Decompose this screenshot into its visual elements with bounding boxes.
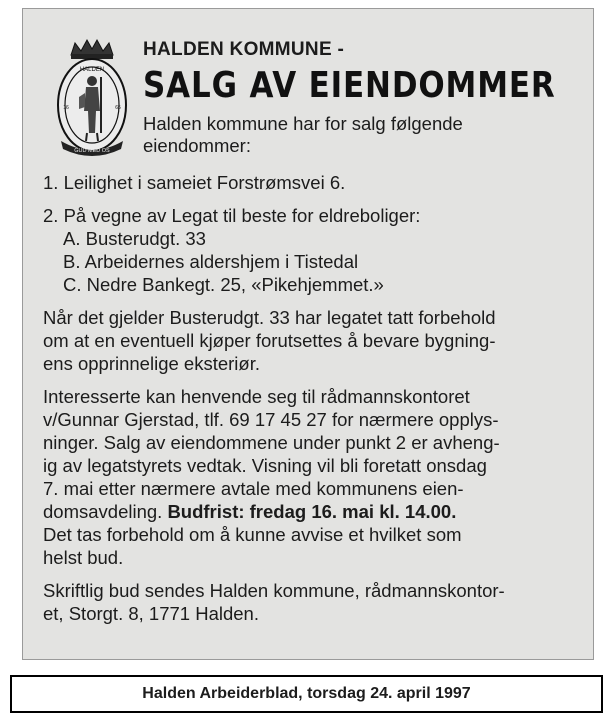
emblem-text-top: HALDEN bbox=[79, 67, 105, 73]
halden-coat-of-arms-logo bbox=[53, 37, 131, 157]
intro-text bbox=[143, 113, 581, 157]
organization-name: HALDEN KOMMUNE - bbox=[143, 39, 345, 60]
paragraph-line: v/Gunnar Gjerstad, tlf. 69 17 45 27 for nærmere opplys- bbox=[43, 409, 499, 430]
intro-line: eiendommer: bbox=[143, 135, 251, 156]
sub-item-c: C. Nedre Bankegt. 25, «Pikehjemmet.» bbox=[63, 274, 384, 295]
paragraph-line: ens opprinnelige eksteriør. bbox=[43, 353, 260, 374]
paragraph-line: Skriftlig bud sendes Halden kommune, rådmannskontor- bbox=[43, 580, 505, 601]
bid-deadline: Budfrist: fredag 16. mai kl. 14.00. bbox=[167, 501, 457, 522]
paragraph-line: Det tas forbehold om å kunne avvise et hvilket som bbox=[43, 524, 462, 545]
intro-line: Halden kommune har for salg følgende bbox=[143, 113, 463, 134]
emblem-text-bottom: GUD MED OS bbox=[74, 148, 110, 154]
advertisement bbox=[22, 8, 594, 660]
emblem-text-left: 16 bbox=[63, 105, 69, 111]
paragraph-reservation bbox=[43, 306, 581, 375]
advertisement-content bbox=[43, 19, 581, 653]
paragraph-line: Når det gjelder Busterudgt. 33 har legatet tatt forbehold bbox=[43, 307, 496, 328]
list-item-2: 2. På vegne av Legat til beste for eldreboliger: bbox=[43, 205, 421, 226]
paragraph-line: ninger. Salg av eiendommene under punkt 2 er avheng- bbox=[43, 432, 500, 453]
paragraph-line: om at en eventuell kjøper forutsettes å bevare bygning- bbox=[43, 330, 496, 351]
sub-item-a: A. Busterudgt. 33 bbox=[63, 228, 206, 249]
paragraph-line: ig av legatstyrets vedtak. Visning vil bli foretatt onsdag bbox=[43, 455, 487, 476]
header-block bbox=[143, 39, 581, 157]
paragraph-address bbox=[43, 579, 581, 625]
paragraph-line: helst bud. bbox=[43, 547, 124, 568]
paragraph-text: domsavdeling. bbox=[43, 501, 168, 522]
paragraph-line: 7. mai etter nærmere avtale med kommunens eien- bbox=[43, 478, 464, 499]
paragraph-line-deadline bbox=[43, 500, 581, 523]
sub-item-b: B. Arbeidernes aldershjem i Tistedal bbox=[63, 251, 359, 272]
list-item-1: 1. Leilighet i sameiet Forstrømsvei 6. bbox=[43, 172, 346, 193]
source-caption: Halden Arbeiderblad, torsdag 24. april 1997 bbox=[10, 675, 603, 713]
advertisement-body bbox=[43, 171, 581, 625]
headline: SALG AV EIENDOMMER bbox=[143, 65, 556, 106]
paragraph-line: et, Storgt. 8, 1771 Halden. bbox=[43, 603, 259, 624]
paragraph-line: Interesserte kan henvende seg til rådmannskontoret bbox=[43, 386, 470, 407]
coat-of-arms-icon bbox=[53, 37, 131, 157]
emblem-text-right: 65 bbox=[115, 105, 121, 111]
paragraph-contact bbox=[43, 385, 581, 569]
